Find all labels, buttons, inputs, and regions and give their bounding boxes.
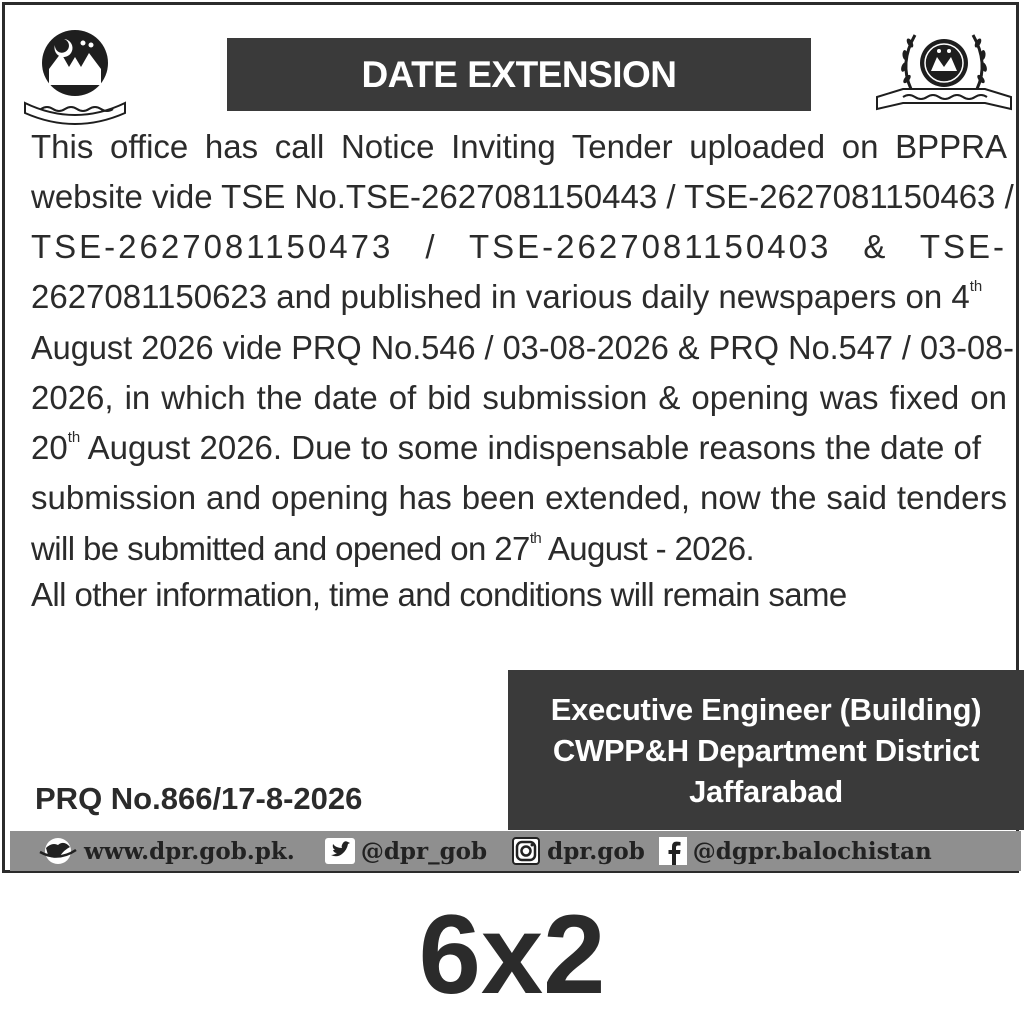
- body-line-5: August 2026 vide PRQ No.546 / 03-08-2026 & PRQ No.547 / 03-08-: [31, 329, 1014, 366]
- facebook-icon: [659, 837, 687, 865]
- body-line-10: All other information, time and conditions will remain same: [31, 576, 847, 613]
- title-banner: [227, 38, 811, 111]
- signature-department: CWPP&H Department District: [552, 732, 980, 768]
- social-bar: [10, 831, 1021, 871]
- prq-number: PRQ No.866/17-8-2026: [35, 781, 363, 816]
- body-line-4: 2627081150623 and published in various daily newspapers on 4th: [31, 278, 983, 315]
- balochistan-emblem-icon: [19, 23, 131, 127]
- instagram-icon: [511, 836, 541, 866]
- instagram-handle[interactable]: dpr.gob: [547, 837, 645, 865]
- body-line-1: This office has call Notice Inviting Tender uploaded on BPPRA: [31, 128, 1007, 165]
- ad-size-label: 6x2: [418, 892, 606, 1017]
- website-link[interactable]: www.dpr.gob.pk.: [84, 837, 295, 865]
- facebook-handle[interactable]: @dgpr.balochistan: [692, 837, 932, 865]
- signature-block: [508, 670, 1024, 830]
- signature-district: Jaffarabad: [689, 773, 843, 809]
- body-line-3: TSE-2627081150473 / TSE-2627081150403 & TSE-: [31, 228, 1007, 265]
- body-line-9: will be submitted and opened on 27th August - 2026.: [31, 530, 755, 567]
- body-line-2: website vide TSE No.TSE-2627081150443 / TSE-2627081150463 /: [31, 178, 1014, 215]
- globe-icon: [38, 836, 78, 866]
- signature-title: Executive Engineer (Building): [550, 691, 982, 727]
- advertisement-frame: [2, 2, 1019, 873]
- body-line-8: submission and opening has been extended, now the said tenders: [31, 479, 1007, 516]
- twitter-icon: [325, 838, 355, 864]
- page-title: DATE EXTENSION: [361, 53, 677, 95]
- twitter-handle[interactable]: @dpr_gob: [360, 837, 488, 865]
- dgpr-emblem-icon: [873, 23, 1015, 127]
- body-line-7: 20th August 2026. Due to some indispensable reasons the date of: [31, 429, 982, 466]
- body-line-6: 2026, in which the date of bid submission & opening was fixed on: [31, 379, 1007, 416]
